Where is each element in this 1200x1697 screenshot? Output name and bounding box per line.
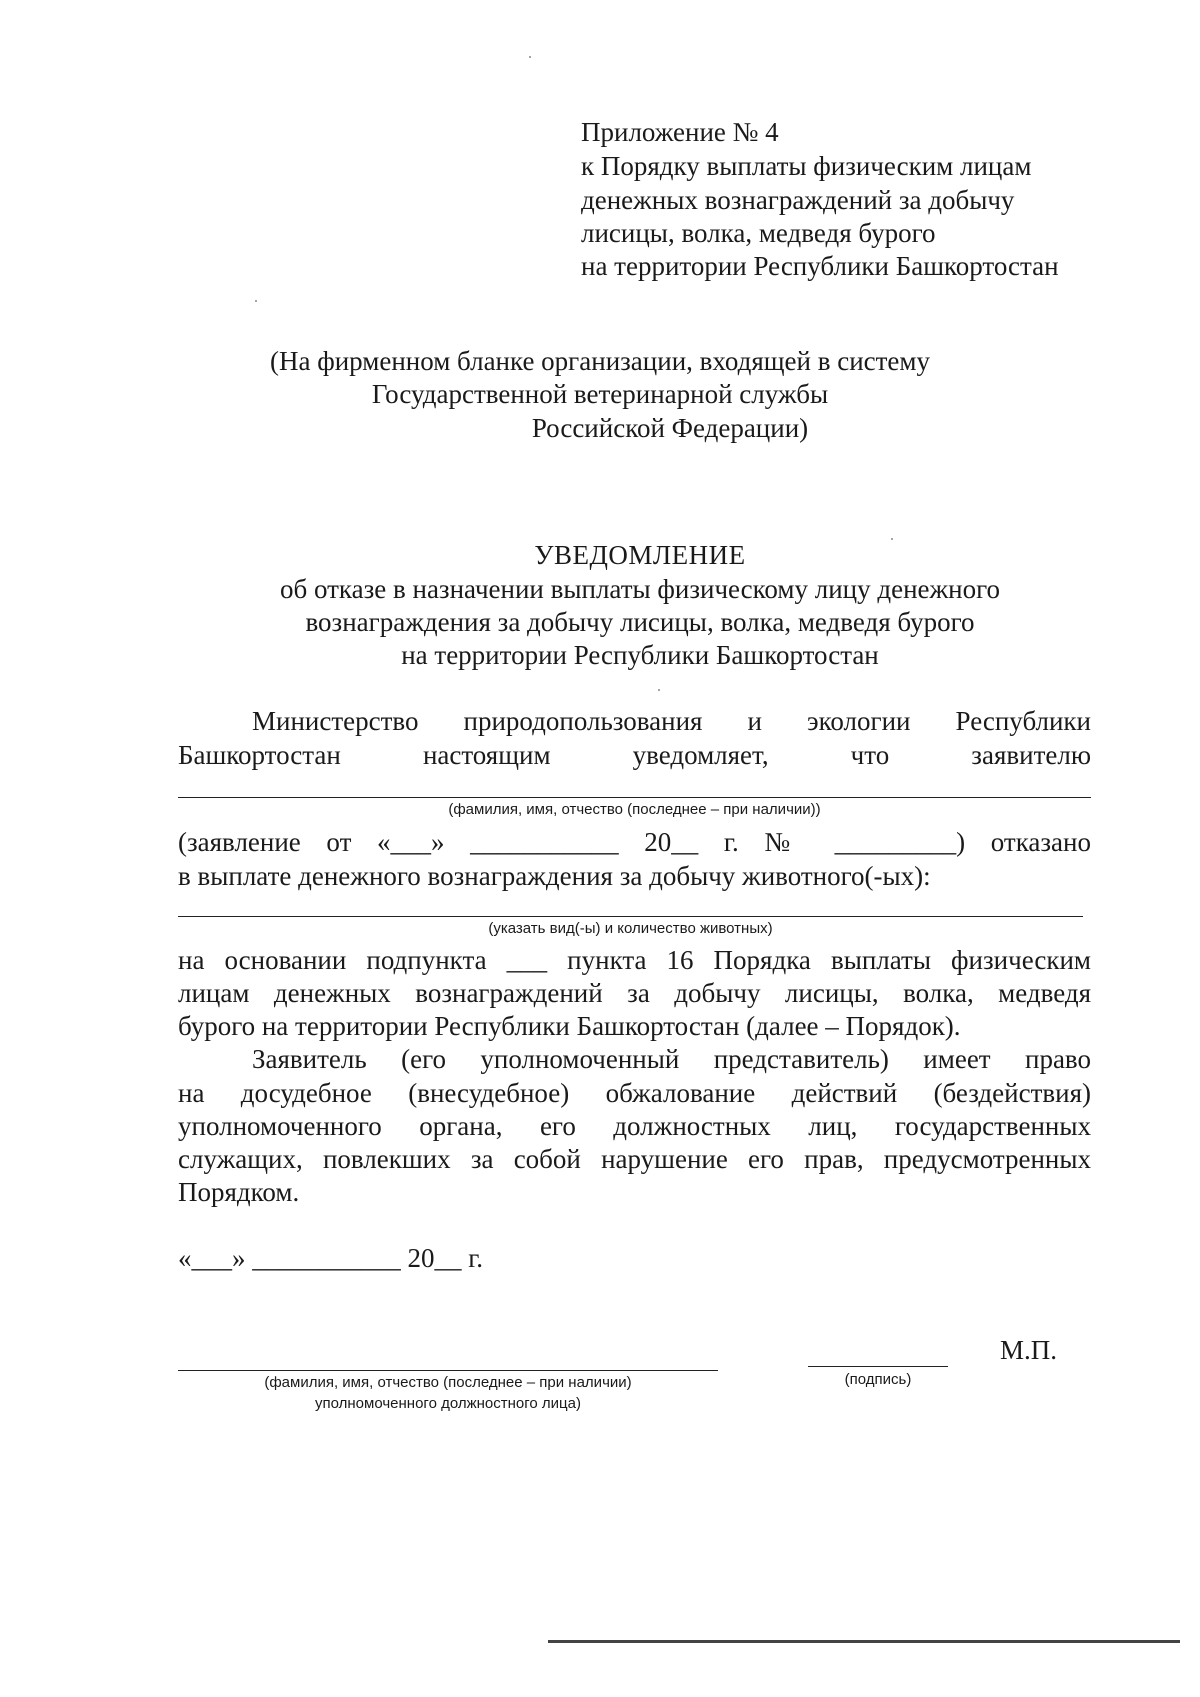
appeal-line: на досудебное (внесудебное) обжалование действий (бездействия) xyxy=(178,1078,1091,1108)
letterhead-line: Российской Федерации) xyxy=(531,413,809,443)
appendix-line: к Порядку выплаты физическим лицам xyxy=(581,151,1032,181)
appeal-line: Заявитель (его уполномоченный представитель) имеет право xyxy=(252,1044,1091,1074)
title-line: на территории Республики Башкортостан xyxy=(401,640,879,670)
scan-speck xyxy=(255,300,257,302)
scan-speck xyxy=(529,56,531,58)
letterhead-line: Государственной ветеринарной службы xyxy=(371,379,829,409)
date-line: «___» ___________ 20__ г. xyxy=(178,1243,484,1273)
appendix-line: лисицы, волка, медведя бурого xyxy=(581,218,936,248)
scan-speck xyxy=(658,689,660,691)
scan-edge-line xyxy=(548,1640,1180,1643)
animals-caption: (указать вид(-ы) и количество животных) xyxy=(488,920,773,937)
title-line: об отказе в назначении выплаты физическому лицу денежного xyxy=(279,574,1001,604)
appeal-line: служащих, повлекших за собой нарушение его прав, предусмотренных xyxy=(178,1144,1091,1174)
scan-speck xyxy=(891,538,893,540)
body-paragraph-line: Башкортостан настоящим уведомляет, что заявителю xyxy=(178,740,1091,770)
appeal-line: уполномоченного органа, его должностных лиц, государственных xyxy=(178,1111,1091,1141)
official-name-blank-line xyxy=(178,1370,718,1371)
fio-caption: (фамилия, имя, отчество (последнее – при наличии)) xyxy=(448,801,821,818)
title-line: вознаграждения за добычу лисицы, волка, медведя бурого xyxy=(305,607,975,637)
official-name-caption: (фамилия, имя, отчество (последнее – при наличии) xyxy=(264,1374,632,1391)
stamp-label: М.П. xyxy=(1000,1335,1058,1365)
signature-caption: (подпись) xyxy=(844,1371,912,1388)
signature-blank-line xyxy=(808,1366,948,1367)
animals-blank-line xyxy=(178,916,1083,917)
appendix-line: на территории Республики Башкортостан xyxy=(581,251,1059,281)
appeal-line: Порядком. xyxy=(178,1177,300,1207)
fio-blank-line xyxy=(178,797,1091,798)
application-line: (заявление от «___» ___________ 20__ г. № _________) отказано xyxy=(178,827,1091,857)
basis-line: на основании подпункта ___ пункта 16 Порядка выплаты физическим xyxy=(178,945,1091,975)
appendix-number: Приложение № 4 xyxy=(581,117,779,147)
body-paragraph-line: Министерство природопользования и экологии Республики xyxy=(252,706,1091,736)
letterhead-line: (На фирменном бланке организации, входящей в систему xyxy=(269,346,930,376)
appendix-line: денежных вознаграждений за добычу xyxy=(581,185,1015,215)
basis-line: бурого на территории Республики Башкортостан (далее – Порядок). xyxy=(178,1011,961,1041)
basis-line: лицам денежных вознаграждений за добычу лисицы, волка, медведя xyxy=(178,978,1091,1008)
title-heading: УВЕДОМЛЕНИЕ xyxy=(534,540,746,570)
official-name-caption: уполномоченного должностного лица) xyxy=(315,1395,581,1412)
refusal-line: в выплате денежного вознаграждения за добычу животного(-ых): xyxy=(178,861,931,891)
